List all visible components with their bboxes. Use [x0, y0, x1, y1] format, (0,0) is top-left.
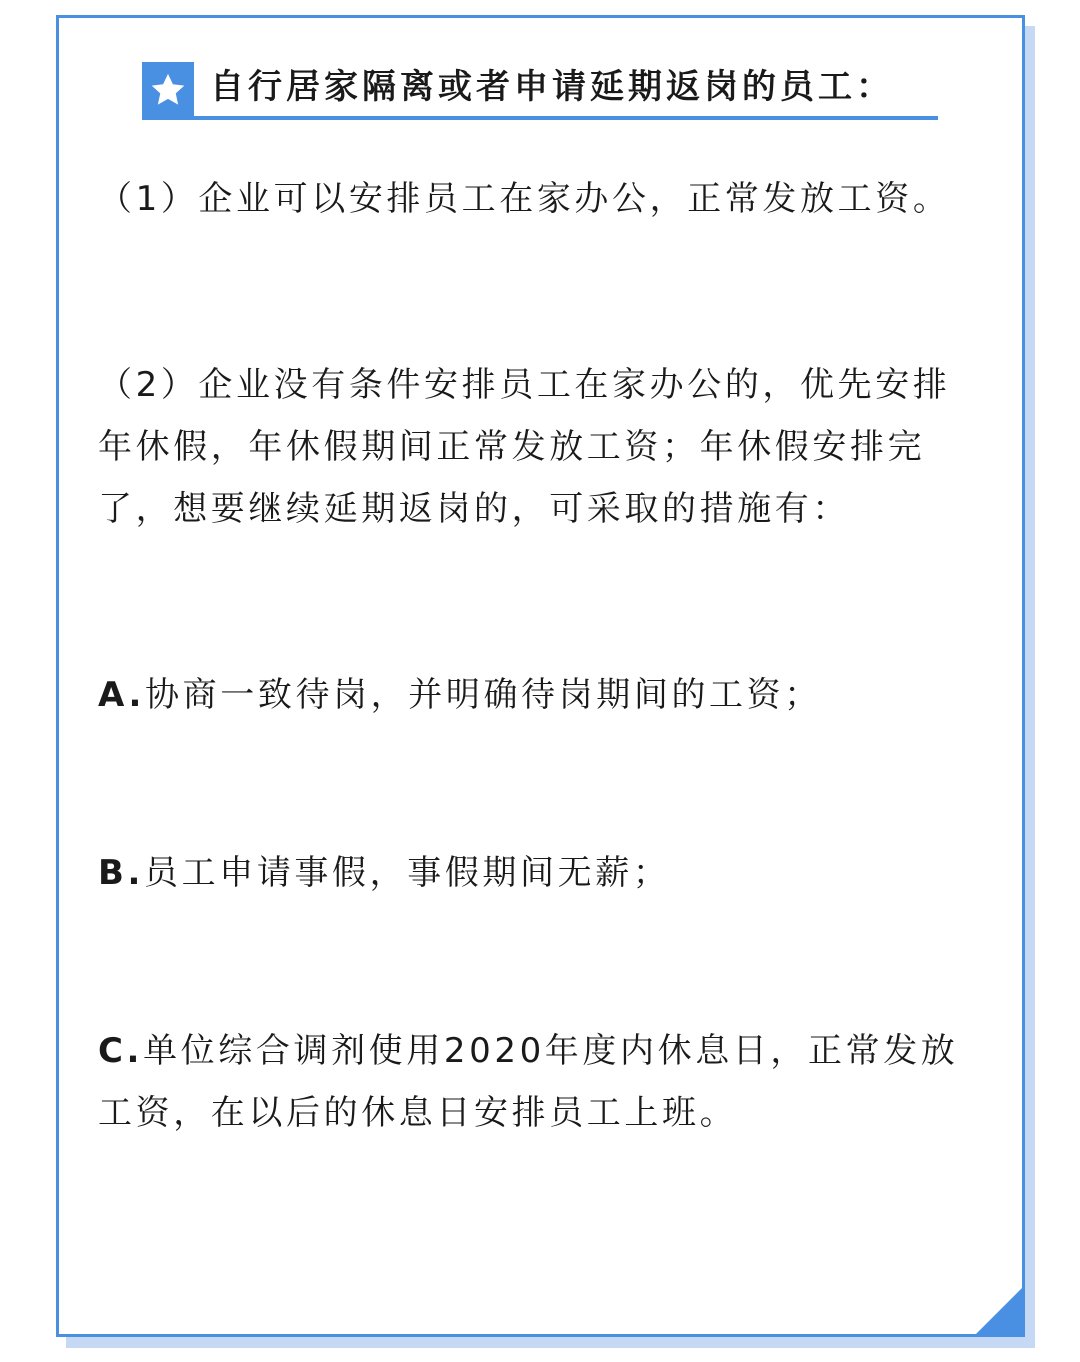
option-c-text: 单位综合调剂使用2020年度内休息日，正常发放工资，在以后的休息日安排员工上班。 [98, 1031, 959, 1133]
option-a [98, 664, 983, 726]
option-b-label: B. [98, 853, 145, 893]
paragraph-1: （1）企业可以安排员工在家办公，正常发放工资。 [98, 179, 951, 219]
paragraph-2: （2）企业没有条件安排员工在家办公的，优先安排年休假，年休假期间正常发放工资；年休假安排完了，想要继续延期返岗的，可采取的措施有： [98, 365, 951, 529]
section-heading [142, 62, 938, 120]
heading-underline [194, 116, 938, 120]
option-c-label: C. [98, 1031, 144, 1071]
option-c [98, 1020, 983, 1144]
option-b [98, 842, 983, 904]
option-b-text: 员工申请事假，事假期间无薪； [144, 853, 671, 893]
heading-title: 自行居家隔离或者申请延期返岗的员工： [210, 67, 894, 107]
corner-fold [976, 1288, 1022, 1334]
body-content [98, 168, 983, 1144]
option-a-text: 协商一致待岗，并明确待岗期间的工资； [145, 675, 822, 715]
option-a-label: A. [98, 675, 146, 715]
heading-icon-box [142, 62, 194, 120]
